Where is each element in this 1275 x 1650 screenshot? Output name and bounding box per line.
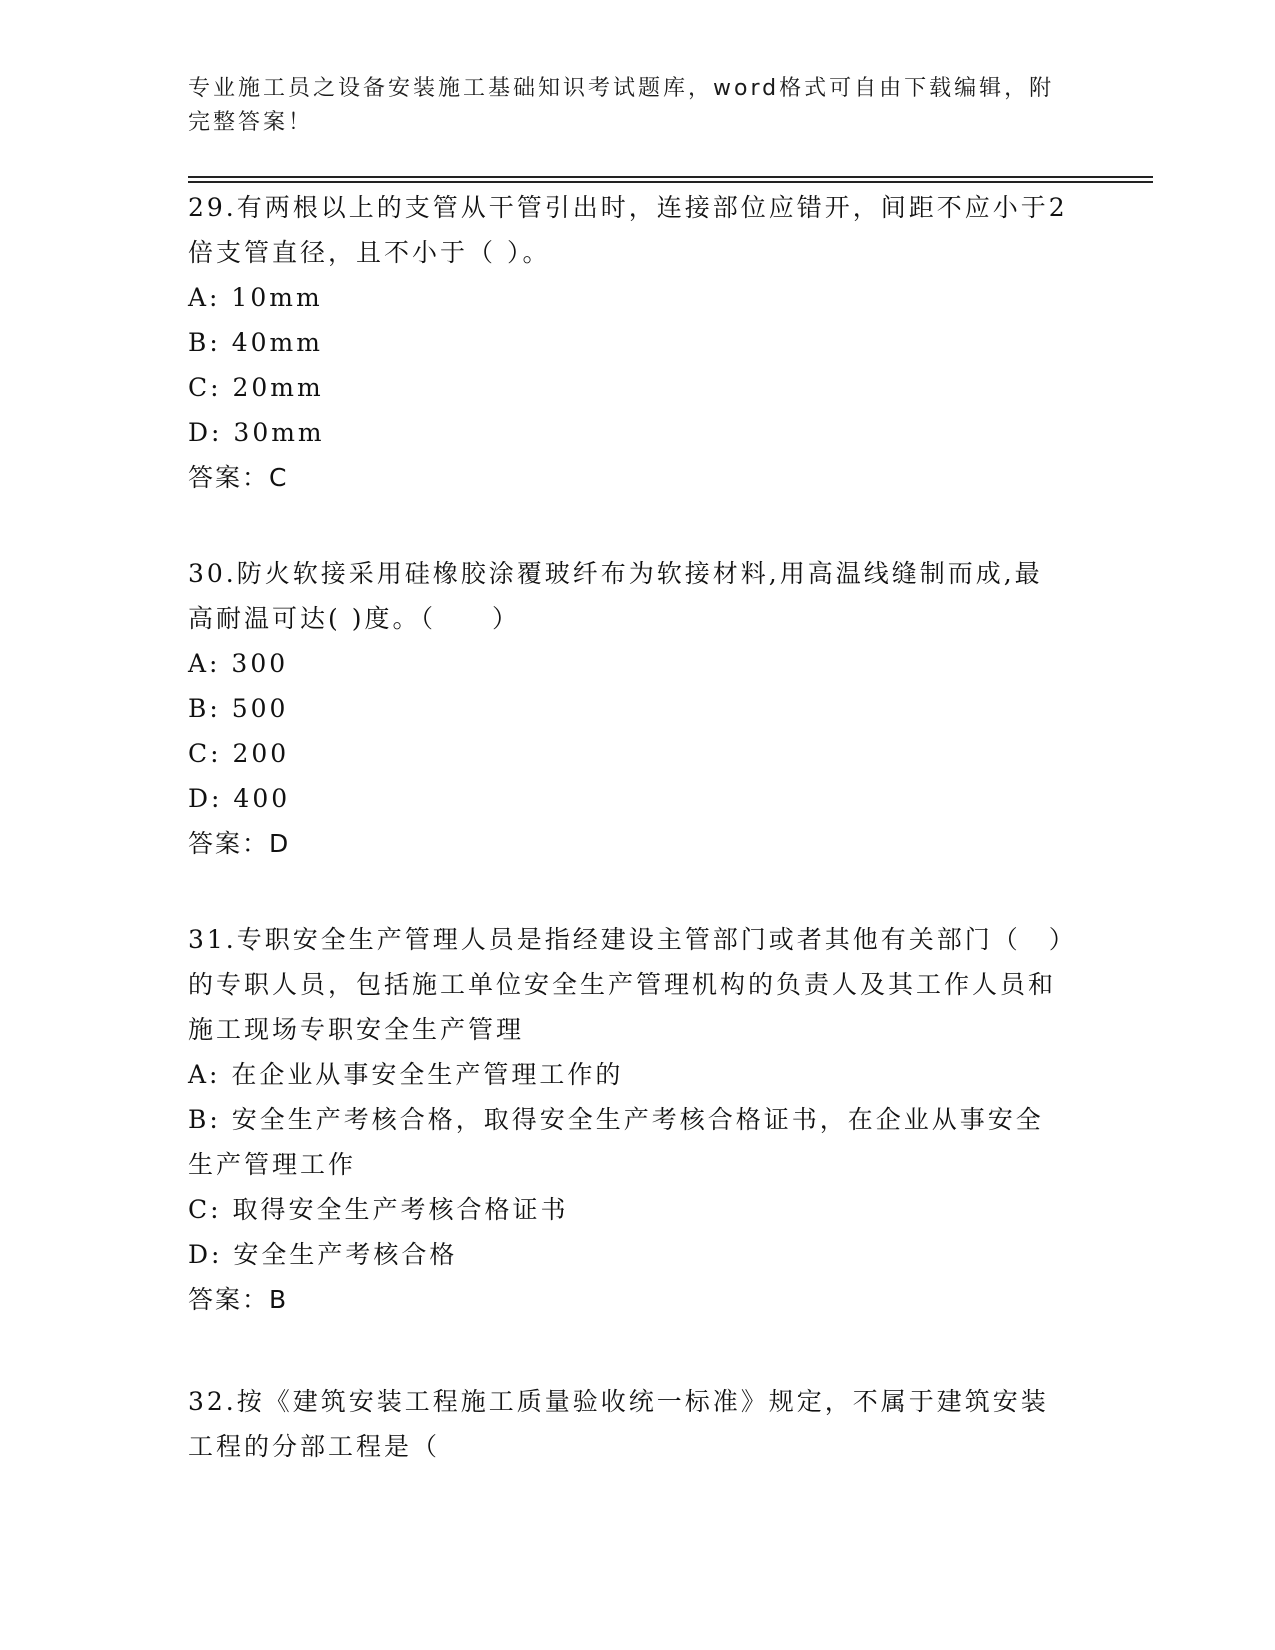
option-b: B: 安全生产考核合格，取得安全生产考核合格证书，在企业从事安全生产管理工作 (188, 1105, 1044, 1179)
answer: 答案：B (188, 1285, 289, 1314)
question-stem: 30.防火软接采用硅橡胶涂覆玻纤布为软接材料,用高温线缝制而成,最高耐温可达( )度。（ ） (188, 559, 1043, 633)
question-30 (188, 551, 1068, 866)
question-stem: 29.有两根以上的支管从干管引出时，连接部位应错开，间距不应小于2倍支管直径，且不小于（ ）。 (188, 193, 1068, 267)
document-header: 专业施工员之设备安装施工基础知识考试题库，word格式可自由下载编辑，附完整答案！ (188, 76, 1055, 135)
question-list (188, 185, 1068, 1469)
option-a: A: 300 (188, 649, 289, 678)
question-29 (188, 185, 1068, 500)
question-spacer (188, 1322, 1068, 1379)
option-c: C: 20mm (188, 373, 324, 402)
option-b: B: 40mm (188, 328, 323, 357)
answer: 答案：C (188, 463, 289, 492)
answer: 答案：D (188, 829, 291, 858)
option-a: A: 在企业从事安全生产管理工作的 (188, 1060, 624, 1089)
header-divider-bottom (188, 181, 1153, 183)
option-d: D: 400 (188, 784, 291, 813)
question-31 (188, 917, 1068, 1322)
question-spacer (188, 500, 1068, 551)
header-divider-top (188, 176, 1153, 178)
question-spacer (188, 866, 1068, 917)
option-d: D: 30mm (188, 418, 325, 447)
option-d: D: 安全生产考核合格 (188, 1240, 458, 1269)
option-a: A: 10mm (188, 283, 323, 312)
question-stem: 31.专职安全生产管理人员是指经建设主管部门或者其他有关部门（ ）的专职人员，包括施工单位安全生产管理机构的负责人及其工作人员和施工现场专职安全生产管理 (188, 925, 1065, 1044)
option-c: C: 200 (188, 739, 290, 768)
option-b: B: 500 (188, 694, 289, 723)
question-stem: 32.按《建筑安装工程施工质量验收统一标准》规定，不属于建筑安装工程的分部工程是（ (188, 1387, 1049, 1461)
option-c: C: 取得安全生产考核合格证书 (188, 1195, 569, 1224)
question-32 (188, 1379, 1068, 1469)
